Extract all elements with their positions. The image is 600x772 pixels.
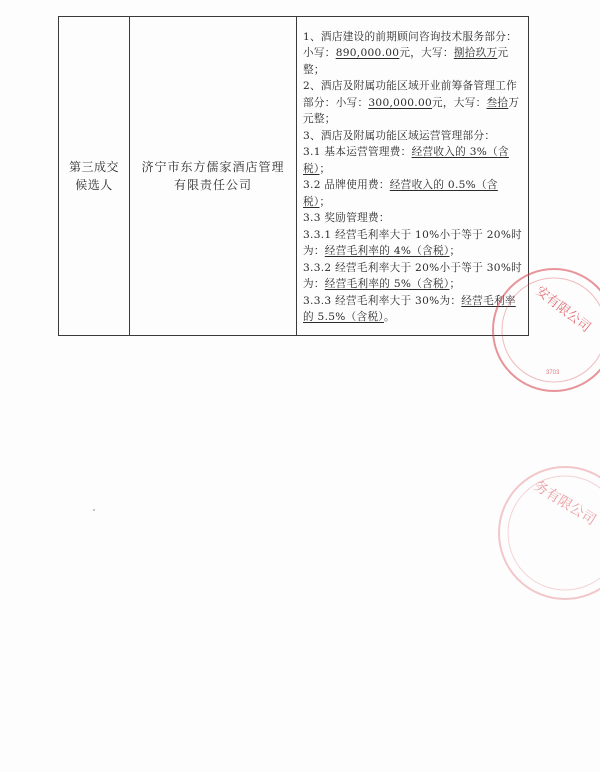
tier-3-cond: 3.3.3 经营毛利率大于 30%为： <box>303 294 462 307</box>
company-name: 济宁市东方儒家酒店管理有限责任公司 <box>141 160 285 192</box>
tier-3 <box>303 293 524 326</box>
item-1-label: 1、酒店建设的前期顾问咨询技术服务部分： <box>303 30 518 43</box>
fee-incentive-label: 3.3 奖励管理费： <box>303 212 390 224</box>
item-1-small-value: 890,000.00 <box>335 47 400 59</box>
svg-text:务有限公司: 务有限公司 <box>530 478 599 529</box>
tier-3-end: 。 <box>383 311 395 323</box>
item-1-big-label: 大写： <box>421 47 454 59</box>
tier-2 <box>303 260 524 293</box>
fee-brand-label: 3.2 品牌使用费： <box>303 179 390 191</box>
scan-speck <box>93 509 95 511</box>
item-2-small-label: 小写： <box>335 96 369 109</box>
svg-text:3703: 3703 <box>546 370 560 376</box>
item-1-big-suffix: 元整； <box>303 47 509 76</box>
svg-text:安有限公司: 安有限公司 <box>533 282 594 335</box>
item-2-small-value: 300,000.00 <box>368 96 433 109</box>
rank-cell <box>59 17 130 336</box>
faint-seal-graphic <box>500 468 600 598</box>
candidate-rank: 第三成交候选人 <box>68 160 119 192</box>
item-1-small-label: 小写： <box>303 47 336 59</box>
item-2-big-label: 大写： <box>453 96 487 109</box>
tier-1 <box>303 227 524 260</box>
item-2-big-suffix: 万元整； <box>303 96 520 125</box>
item-1-big-value: 捌拾玖万 <box>453 47 498 59</box>
bid-candidate-table <box>58 16 529 336</box>
fee-base-end: ； <box>319 162 331 175</box>
company-cell <box>130 17 297 336</box>
item-2-label: 2、酒店及附属功能区域开业前筹备管理工作部分： <box>303 80 518 109</box>
item-2 <box>303 78 524 128</box>
fee-brand-value: 经营收入的 0.5%（含税） <box>303 179 498 208</box>
item-2-big-value: 叁拾 <box>486 96 509 109</box>
ops-heading: 3、酒店及附属功能区域运营管理部分： <box>303 129 496 142</box>
fee-base <box>303 144 524 177</box>
item-2-unit: 元， <box>432 96 454 109</box>
tier-2-value: 经营毛利率的 5%（含税） <box>324 278 450 290</box>
tier-2-end: ； <box>449 278 461 290</box>
tier-1-value: 经营毛利率的 4%（含税） <box>324 245 450 257</box>
fee-base-value: 经营收入的 3%（含税） <box>303 146 509 175</box>
seal-graphic <box>494 270 600 390</box>
faint-seal-stamp <box>498 466 600 600</box>
item-1 <box>303 29 524 79</box>
fee-brand <box>303 177 524 210</box>
fee-brand-end: ； <box>319 195 331 208</box>
tier-3-value: 经营毛利率的 5.5%（含税） <box>303 294 516 323</box>
item-1-unit: 元， <box>399 47 422 59</box>
table-row <box>59 17 529 336</box>
fee-base-label: 3.1 基本运营管理费： <box>303 146 412 158</box>
tier-1-end: ； <box>449 245 461 257</box>
tier-2-cond: 3.3.2 经营毛利率大于 20%小于等于 30%时为： <box>303 261 523 290</box>
tier-1-cond: 3.3.1 经营毛利率大于 10%小于等于 20%时为： <box>303 228 523 257</box>
company-seal-stamp <box>492 268 600 392</box>
